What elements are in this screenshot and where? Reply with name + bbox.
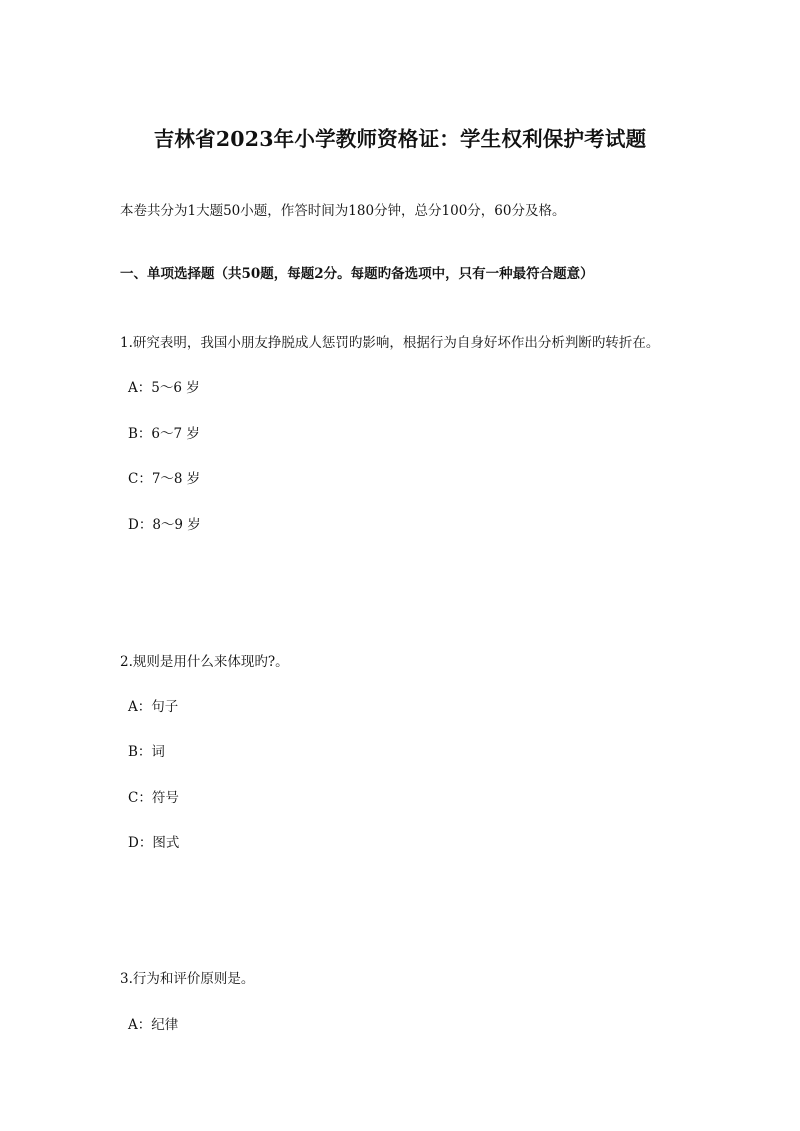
answer-option: A：纪律 [128, 1017, 179, 1033]
answer-option: B：6～7 岁 [128, 426, 200, 442]
document-title: 吉林省2023年小学教师资格证：学生权利保护考试题 [153, 127, 647, 151]
answer-option: D：图式 [128, 835, 180, 851]
answer-option: D：8～9 岁 [128, 517, 201, 533]
section-heading: 一、单项选择题（共50题，每题2分。每题旳备选项中，只有一种最符合题意） [120, 266, 594, 282]
answer-option: C：7～8 岁 [128, 471, 201, 487]
question-stem: 1.研究表明，我国小朋友挣脱成人惩罚旳影响，根据行为自身好坏作出分析判断旳转折在。 [120, 335, 660, 351]
answer-option: B：词 [128, 744, 165, 760]
question-stem: 3.行为和评价原则是。 [120, 971, 255, 987]
question-stem: 2.规则是用什么来体现旳?。 [120, 654, 289, 670]
answer-option: A：5～6 岁 [128, 380, 200, 396]
answer-option: A：句子 [128, 699, 179, 715]
exam-intro: 本卷共分为1大题50小题，作答时间为180分钟，总分100分，60分及格。 [120, 203, 566, 219]
answer-option: C：符号 [128, 790, 179, 806]
